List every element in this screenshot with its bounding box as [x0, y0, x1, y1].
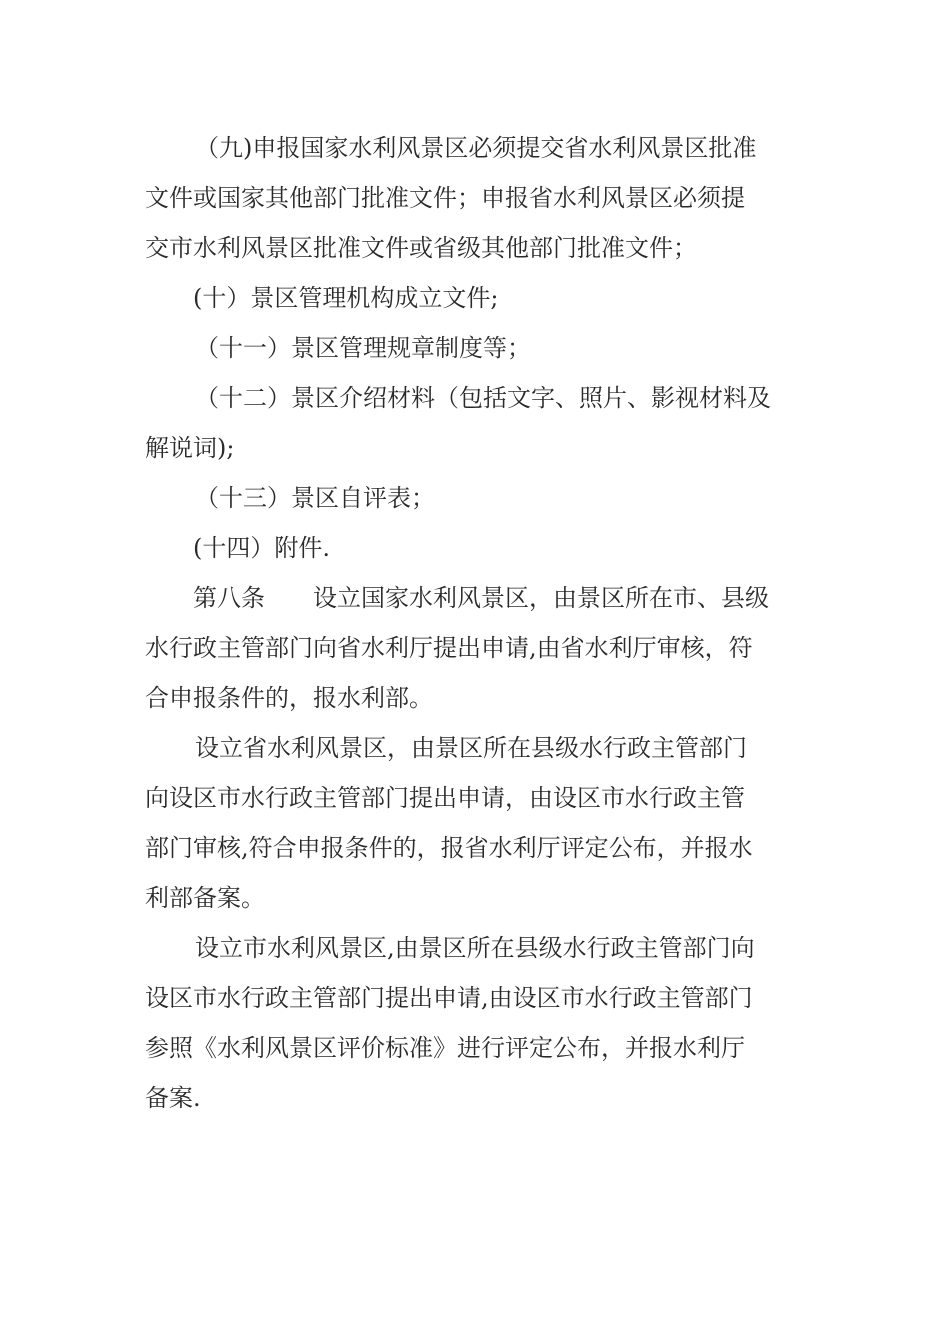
municipal-paragraph-line-4: 备案.	[145, 1084, 201, 1112]
item-12-line-1: （十二）景区介绍材料（包括文字、照片、影视材料及	[195, 384, 771, 412]
article-8-line-3: 合申报条件的，报水利部。	[145, 684, 433, 712]
item-10: (十）景区管理机构成立文件;	[193, 284, 499, 312]
item-9-line-1: （九)申报国家水利风景区必须提交省水利风景区批准	[195, 134, 757, 162]
item-13: （十三）景区自评表；	[195, 484, 435, 512]
provincial-paragraph-line-2: 向设区市水行政主管部门提出申请，由设区市水行政主管	[145, 784, 745, 812]
item-14: (十四）附件.	[193, 534, 330, 562]
municipal-paragraph-line-3: 参照《水利风景区评价标准》进行评定公布，并报水利厅	[145, 1034, 745, 1062]
article-8-line-1: 第八条 设立国家水利风景区，由景区所在市、县级	[193, 584, 769, 612]
provincial-paragraph-line-3: 部门审核,符合申报条件的，报省水利厅评定公布，并报水	[145, 834, 753, 862]
provincial-paragraph-line-1: 设立省水利风景区，由景区所在县级水行政主管部门	[195, 734, 747, 762]
item-9-line-2: 文件或国家其他部门批准文件；申报省水利风景区必须提	[145, 184, 745, 212]
article-8-line-2: 水行政主管部门向省水利厅提出申请,由省水利厅审核，符	[145, 634, 753, 662]
municipal-paragraph-line-2: 设区市水行政主管部门提出申请,由设区市水行政主管部门	[145, 984, 753, 1012]
item-9-line-3: 交市水利风景区批准文件或省级其他部门批准文件；	[145, 234, 697, 262]
item-12-line-2: 解说词);	[145, 434, 235, 462]
municipal-paragraph-line-1: 设立市水利风景区,由景区所在县级水行政主管部门向	[195, 934, 755, 962]
item-11: （十一）景区管理规章制度等；	[195, 334, 531, 362]
provincial-paragraph-line-4: 利部备案。	[145, 884, 265, 912]
